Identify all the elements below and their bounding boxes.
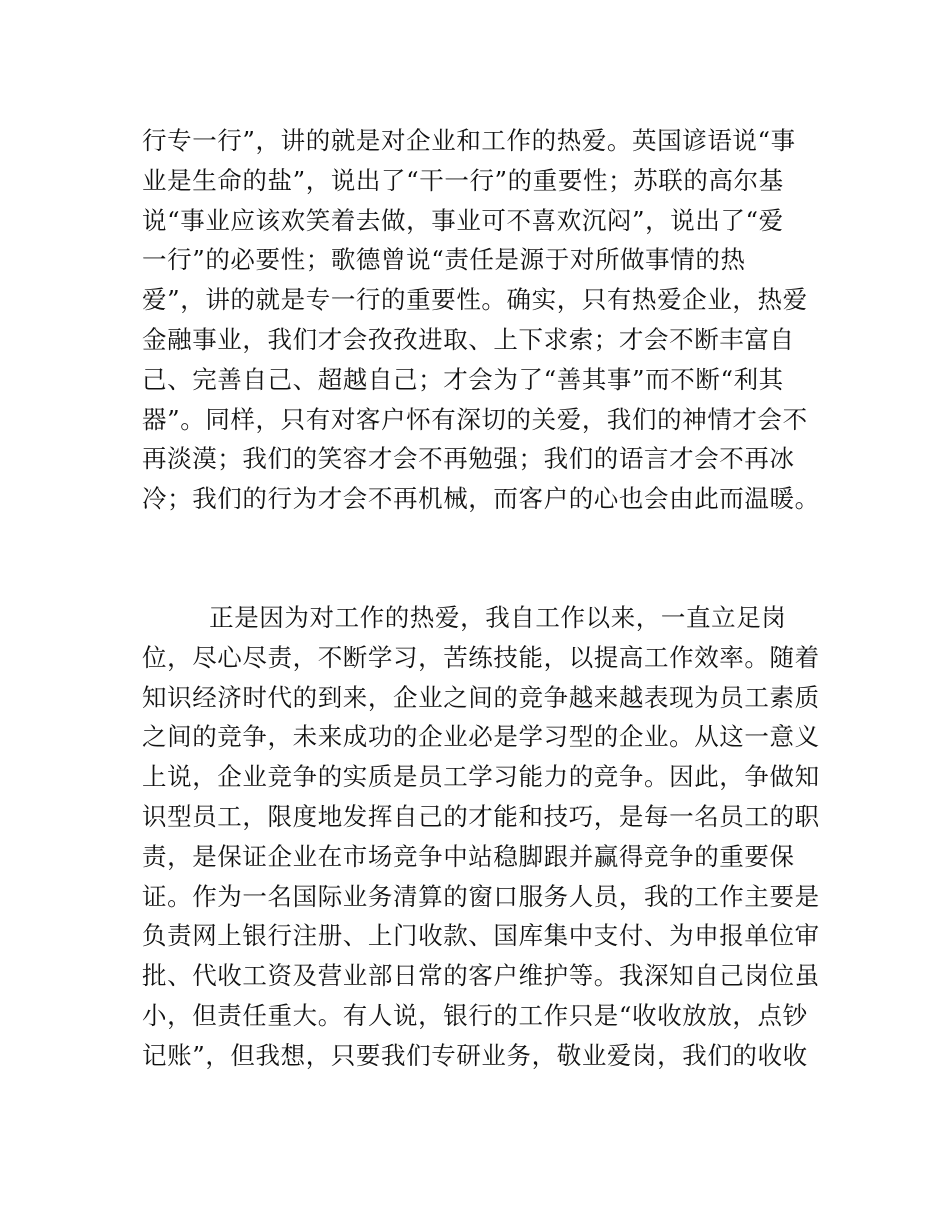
text-line: 位，尽心尽责，不断学习，苦练技能，以提高工作效率。随着 (142, 642, 820, 672)
text-line: 爱”，讲的就是专一行的重要性。确实，只有热爱企业，热爱 (142, 285, 808, 315)
text-line: 小，但责任重大。有人说，银行的工作只是“收收放放，点钞 (142, 1000, 808, 1030)
text-line: 正是因为对工作的热爱，我自工作以来，一直立足岗 (142, 603, 787, 632)
paragraph-1 (142, 121, 822, 519)
text-line: 批、代收工资及营业部日常的客户维护等。我深知自己岗位虽 (142, 961, 820, 991)
text-line: 知识经济时代的到来，企业之间的竞争越来越表现为员工素质 (142, 682, 820, 712)
text-line: 金融事业，我们才会孜孜进取、上下求索；才会不断丰富自 (142, 324, 795, 354)
text-line: 冷；我们的行为才会不再机械，而客户的心也会由此而温暖。 (142, 484, 820, 514)
text-line: 再淡漠；我们的笑容才会不再勉强；我们的语言才会不再冰 (142, 444, 795, 474)
text-line: 业是生命的盐”，说出了“干一行”的重要性；苏联的高尔基 (142, 165, 784, 195)
text-line: 说“事业应该欢笑着去做，事业可不喜欢沉闷”，说出了“爱 (142, 205, 784, 235)
text-line: 行专一行”，讲的就是对企业和工作的热爱。英国谚语说“事 (142, 126, 796, 155)
text-line: 责，是保证企业在市场竞争中站稳脚跟并赢得竞争的重要保 (142, 841, 795, 871)
text-line: 识型员工，限度地发挥自己的才能和技巧，是每一名员工的职 (142, 801, 820, 831)
text-line: 器”。同样，只有对客户怀有深切的关爱，我们的神情才会不 (142, 404, 808, 434)
text-line: 一行”的必要性；歌德曾说“责任是源于对所做事情的热 (142, 245, 746, 275)
text-line: 证。作为一名国际业务清算的窗口服务人员，我的工作主要是 (142, 881, 820, 911)
text-line: 之间的竞争，未来成功的企业必是学习型的企业。从这一意义 (142, 722, 820, 752)
text-line: 记账”，但我想，只要我们专研业务，敬业爱岗，我们的收收 (142, 1040, 808, 1070)
text-line: 负责网上银行注册、上门收款、国库集中支付、为申报单位审 (142, 921, 820, 951)
text-line: 己、完善自己、超越自己；才会为了“善其事”而不断“利其 (142, 364, 784, 394)
paragraph-2 (142, 598, 822, 1076)
text-line: 上说，企业竞争的实质是员工学习能力的竞争。因此，争做知 (142, 762, 820, 792)
